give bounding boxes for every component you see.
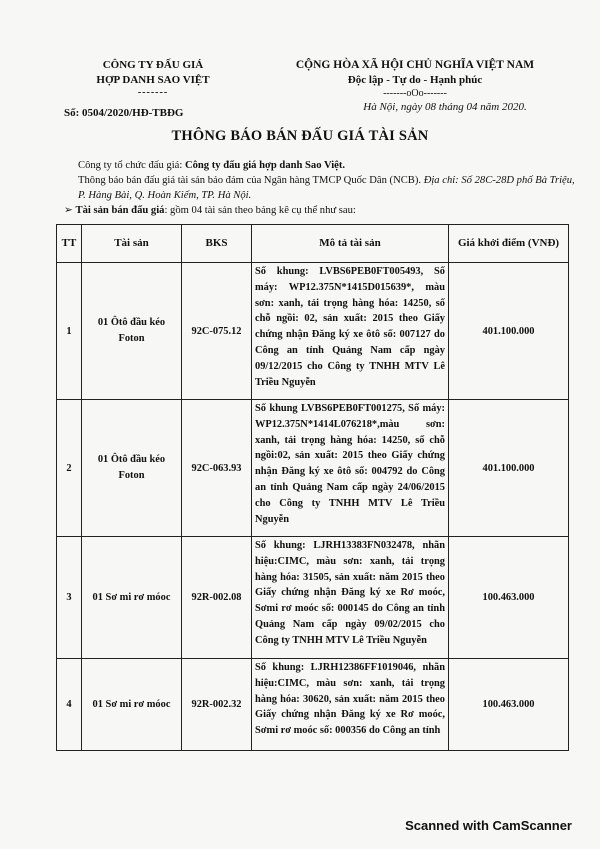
cell-tt: 1 <box>57 263 82 400</box>
cell-asset: 01 Ôtô đầu kéo Foton <box>82 400 182 537</box>
table-row <box>57 659 569 751</box>
arrow-bullet-icon: ➢ <box>64 205 76 216</box>
cell-price: 100.463.000 <box>449 537 569 659</box>
document-number: Số: 0504/2020/HĐ-TBĐG <box>64 107 184 119</box>
cell-bks: 92R-002.08 <box>182 537 252 659</box>
company-separator: ------- <box>137 87 169 98</box>
cell-description: Số khung: LJRH13383FN032478, nhãn hiệu:CIMC, màu sơn: xanh, tải trọng hàng hóa: 31505, sản xuất: năm 2015 theo Giấy chứng nhận Đăng ký xe Rơ moóc, Sơmi rơ moóc số: 000145 do Công an tỉnh Quảng Nam cấp ngày 09/02/2015 cho Công ty TNHH MTV Lê Triều Nguyễn <box>252 537 449 659</box>
cell-bks: 92C-063.93 <box>182 400 252 537</box>
header-asset: Tài sản <box>82 225 182 263</box>
motto-separator: -------oOo------- <box>383 88 447 99</box>
cell-description: Số khung: LVBS6PEB0FT005493, Số máy: WP12.375N*1415D015639*, màu sơn: xanh, tải trọng hàng hóa: 14250, số chỗ ngồi: 02, sản xuất: 2015 theo Giấy chứng nhận Đăng ký xe ôtô số: 007127 do Công an tỉnh Quảng Nam cấp ngày 09/12/2015 cho Công ty TNHH MTV Lê Triều Nguyễn <box>252 263 449 400</box>
cell-asset: 01 Ôtô đầu kéo Foton <box>82 263 182 400</box>
bank-address: Địa chỉ: Số 28C-28D phố Bà Triệu, P. Hàng Bài, Q. Hoàn Kiếm, TP. Hà Nội. <box>78 175 575 201</box>
announcement-text: Thông báo bán đấu giá tài sản bảo đảm của Ngân hàng TMCP Quốc Dân (NCB). <box>78 175 424 186</box>
cell-description: Số khung LVBS6PEB0FT001275, Số máy: WP12.375N*1414L076218*,màu sơn: xanh, tải trọng hàng hóa: 14250, số chỗ ngồi:02, sản xuất: 2015 theo Giấy chứng nhận Đăng ký xe ôtô số: 004792 do Công an tỉnh Quảng Nam cấp ngày 24/06/2015 cho Công ty TNHH MTV Lê Triều Nguyễn <box>252 400 449 537</box>
document-date: Hà Nội, ngày 08 tháng 04 năm 2020. <box>363 101 527 113</box>
company-name-line1: CÔNG TY ĐẤU GIÁ <box>102 59 204 71</box>
cell-price: 401.100.000 <box>449 400 569 537</box>
table-header-row <box>57 225 569 263</box>
cell-price: 401.100.000 <box>449 263 569 400</box>
assets-summary: : gồm 04 tài sản theo bảng kê cụ thể như sau: <box>164 205 356 216</box>
cell-asset: 01 Sơ mi rơ móoc <box>82 659 182 751</box>
header-bks: BKS <box>182 225 252 263</box>
assets-label: Tài sản bán đấu giá <box>75 205 165 216</box>
cell-tt: 4 <box>57 659 82 751</box>
intro-assets <box>64 203 578 218</box>
asset-table <box>56 224 569 751</box>
company-header <box>58 58 248 97</box>
header-description: Mô tả tài sản <box>252 225 449 263</box>
cell-bks: 92C-075.12 <box>182 263 252 400</box>
cell-bks: 92R-002.32 <box>182 659 252 751</box>
company-name-line2: HỢP DANH SAO VIỆT <box>96 74 210 86</box>
organizer-name: Công ty đấu giá hợp danh Sao Việt. <box>184 160 346 171</box>
cell-tt: 2 <box>57 400 82 537</box>
cell-description: Số khung: LJRH12386FF1019046, nhãn hiệu:CIMC, màu sơn: xanh, tải trọng hàng hóa: 30620, sản xuất: năm 2015 theo Giấy chứng nhận Đăng ký xe Rơ moóc, Sơmi rơ moóc số: 000356 do Công an tỉnh <box>252 659 449 751</box>
table-row <box>57 400 569 537</box>
intro-announcement <box>78 173 578 203</box>
document-title: THÔNG BÁO BÁN ĐẤU GIÁ TÀI SẢN <box>171 128 429 144</box>
national-header <box>260 58 570 115</box>
cell-asset: 01 Sơ mi rơ móoc <box>82 537 182 659</box>
organizer-label: Công ty tổ chức đấu giá: <box>78 160 185 171</box>
table-row <box>57 537 569 659</box>
scanner-watermark: Scanned with CamScanner <box>405 818 572 833</box>
table-row <box>57 263 569 400</box>
header-price: Giá khởi điểm (VNĐ) <box>449 225 569 263</box>
cell-price: 100.463.000 <box>449 659 569 751</box>
intro-organizer <box>78 158 578 173</box>
intro-section <box>64 158 578 218</box>
nation-name: CỘNG HÒA XÃ HỘI CHỦ NGHĨA VIỆT NAM <box>295 59 535 71</box>
header-tt: TT <box>57 225 82 263</box>
national-motto: Độc lập - Tự do - Hạnh phúc <box>347 74 483 86</box>
cell-tt: 3 <box>57 537 82 659</box>
